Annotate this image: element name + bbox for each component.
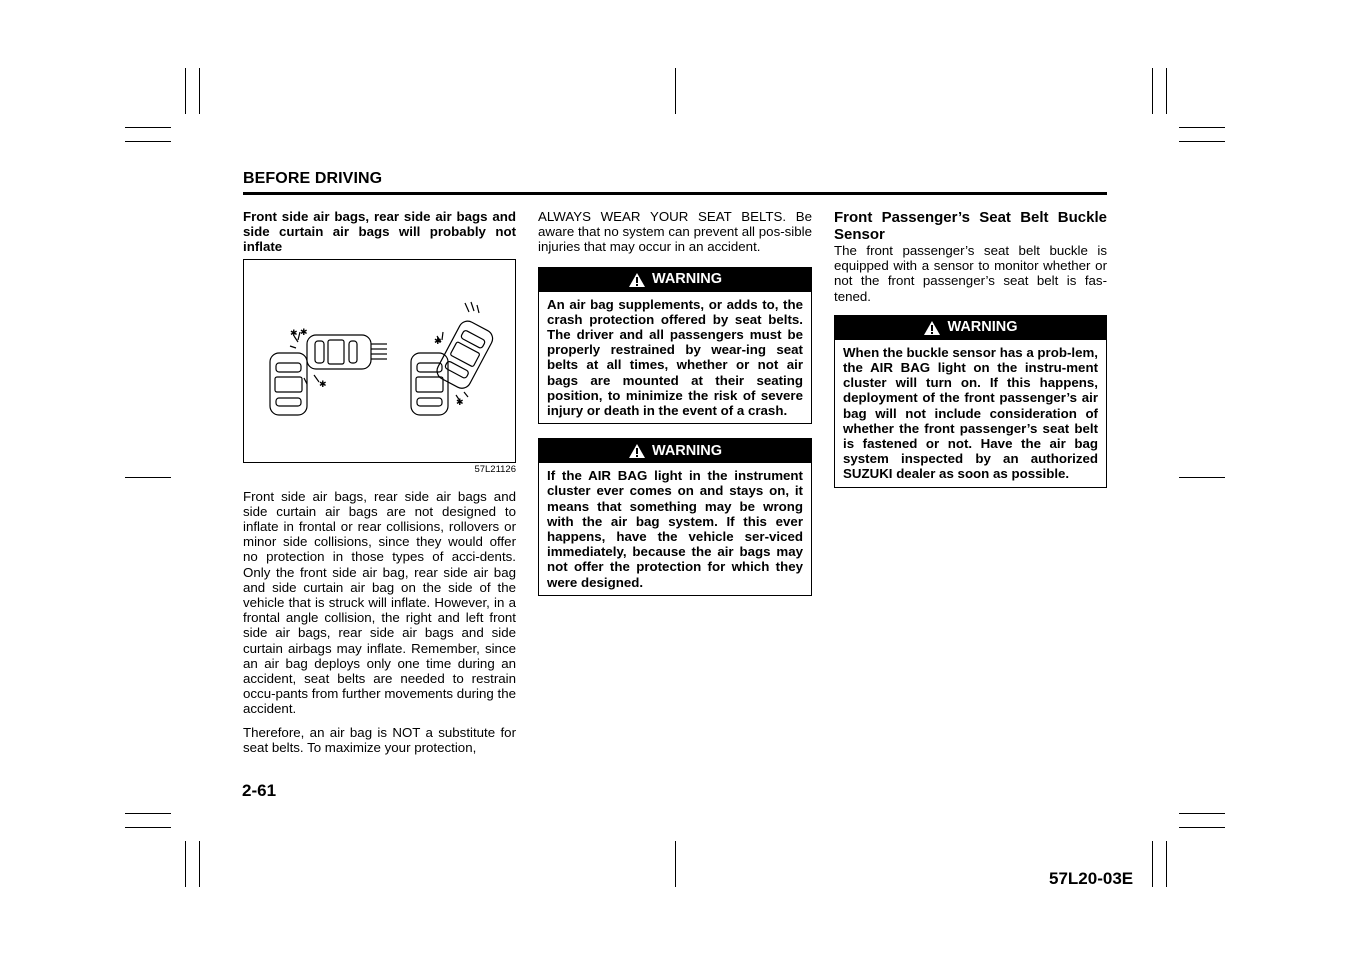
body-paragraph: The front passenger’s seat belt buckle is equipped with a sensor to monitor whether or not the front passenger’s seat belt is fas-tened. (834, 243, 1107, 304)
svg-text:✱: ✱ (300, 327, 308, 338)
warning-text: When the buckle sensor has a prob-lem, the AIR BAG light on the instru-ment cluster will turn on. If this happens, deployment of the front passenger’s air bag will not include consideration of whether the front passenger’s seat belt is fastened or not. Have the air bag system inspected by an authorized SUZUKI dealer as soon as possible. (843, 344, 1098, 482)
svg-text:✱: ✱ (456, 397, 464, 408)
warning-title: WARNING (651, 442, 723, 459)
warning-title: WARNING (651, 271, 723, 287)
document-code: 57L20-03E (1049, 869, 1134, 888)
warning-triangle-icon (923, 320, 941, 336)
warning-header (539, 439, 811, 463)
crop-mark (125, 141, 171, 142)
figure-code: 57L21126 (474, 463, 516, 475)
warning-text: If the AIR BAG light in the instrument cluster ever comes on and stays on, it means that something may be wrong with the air bag system. If this ever happens, have the vehicle ser-viced immediately, because the air bags may not offer the protection for which they were designed. (547, 468, 803, 590)
subsection-title: Front Passenger’s Seat Belt Buckle Sensor (834, 209, 1107, 243)
crop-mark (185, 68, 186, 114)
crop-mark (125, 127, 171, 128)
column-middle (538, 209, 812, 596)
warning-triangle-icon (628, 272, 646, 288)
crop-mark (1179, 127, 1225, 128)
crop-mark (1166, 68, 1167, 114)
crop-mark (1179, 141, 1225, 142)
warning-triangle-icon (628, 443, 646, 459)
page-number: 2-61 (242, 781, 277, 800)
section-title: BEFORE DRIVING (243, 170, 383, 187)
crop-mark (1166, 841, 1167, 887)
crop-mark (1179, 813, 1225, 814)
crop-mark (1179, 477, 1225, 478)
collision-illustration (243, 259, 516, 463)
crop-mark (125, 827, 171, 828)
crop-mark (1179, 827, 1225, 828)
svg-text:✱: ✱ (319, 379, 327, 390)
warning-box (538, 438, 812, 596)
crop-mark (185, 841, 186, 887)
crop-mark (199, 68, 200, 114)
crop-mark (125, 813, 171, 814)
warning-text: An air bag supplements, or adds to, the crash protection offered by seat belts. The driver and all passengers must be properly restrained by wear-ing seat belts at all times, whether or not air bags are mounted at their seating position, to minimize the risk of severe injury or death in the event of a crash. (547, 296, 803, 419)
subheading: Front side air bags, rear side air bags and side curtain air bags will probably not inflate (243, 209, 516, 255)
column-left (243, 209, 516, 755)
body-paragraph: Therefore, an air bag is NOT a substitute for seat belts. To maximize your protection, (243, 724, 516, 755)
crop-mark (675, 68, 676, 114)
warning-box (834, 315, 1107, 488)
svg-text:✱: ✱ (434, 336, 442, 347)
crop-mark (1152, 68, 1153, 114)
warning-header (835, 316, 1106, 340)
warning-header (539, 268, 811, 292)
column-right (834, 209, 1107, 488)
body-paragraph: ALWAYS WEAR YOUR SEAT BELTS. Be aware that no system can prevent all pos-sible injuries that may occur in an accident. (538, 209, 812, 255)
svg-text:✱: ✱ (290, 328, 298, 339)
crop-mark (675, 841, 676, 887)
crop-mark (125, 477, 171, 478)
crop-mark (1152, 841, 1153, 887)
header-rule (243, 192, 1107, 195)
warning-box (538, 267, 812, 425)
crop-mark (199, 841, 200, 887)
body-paragraph: Front side air bags, rear side air bags and side curtain air bags are not designed to inflate in frontal or rear collisions, rollovers or minor side collisions, since they would offer no protection in those types of acci-dents. Only the front side air bag, rear side air bag and side curtain air bag on the side of the vehicle that is struck will inflate. However, in a frontal angle collision, the right and left front side air bags, rear side air bags and side curtain airbags may inflate. Remember, since an air bag deploys only one time during an accident, seat belts are needed to restrain occu-pants from further movements during the accident. (243, 488, 516, 717)
cars-collision-drawing (244, 260, 515, 462)
warning-title: WARNING (947, 319, 1018, 336)
